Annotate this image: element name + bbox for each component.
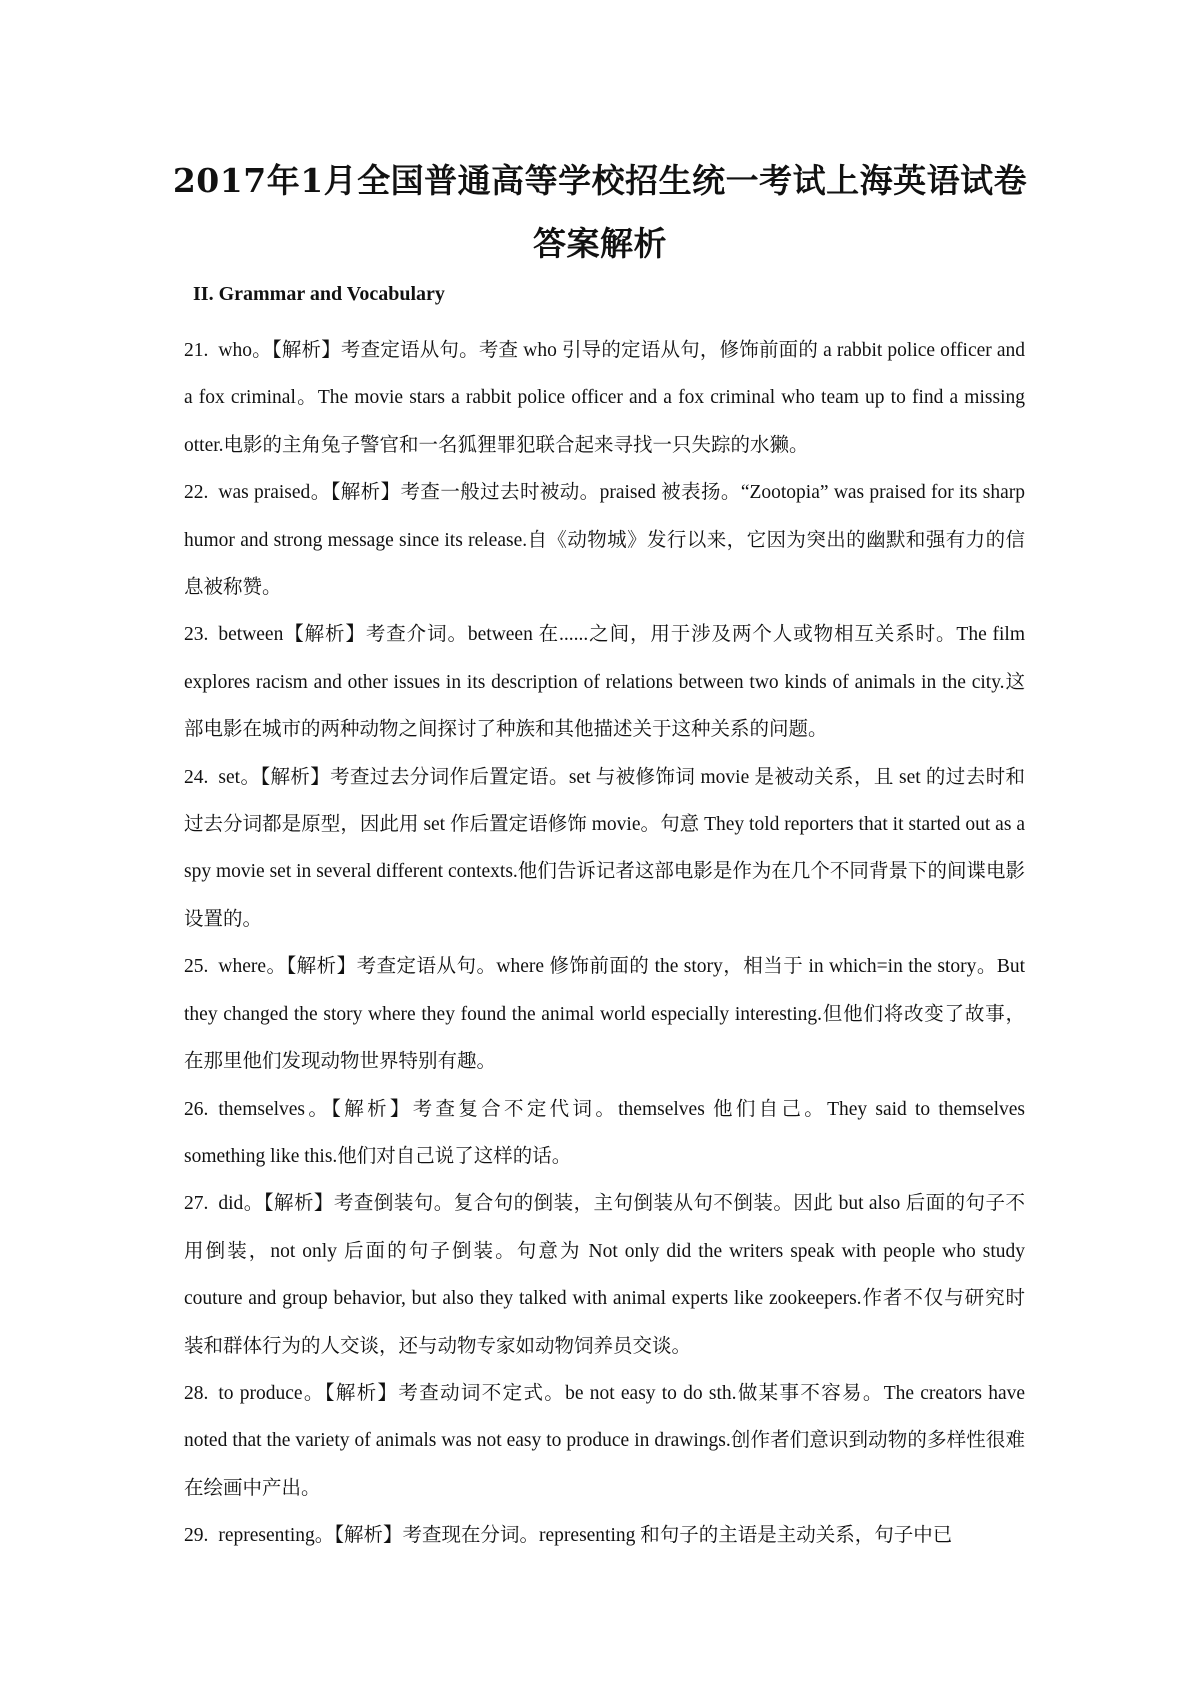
answer-number: 24. — [184, 766, 209, 788]
answer-number: 21. — [184, 340, 209, 361]
answer-item-24 — [184, 754, 1025, 944]
answer-item-29 — [184, 1512, 1025, 1559]
answer-explanation: 。【解析】考查定语从句。考查 who 引导的定语从句，修饰前面的 a rabbit police officer and a fox criminal。The movie stars a rabbit police officer and a fox criminal who team up to find a missing otter.电影的主角兔子警官和一名狐狸罪犯联合起来寻找一只失踪的水獭。 — [184, 340, 1025, 456]
answer-key: to produce — [218, 1382, 303, 1404]
answer-number: 29. — [184, 1525, 209, 1547]
answer-explanation: 。【解析】考查定语从句。where 修饰前面的 the story，相当于 in which=in the story。But they changed the story where they found the animal world especially interesting.但他们将改变了故事，在那里他们发现动物世界特别有趣。 — [184, 956, 1025, 1073]
answer-explanation: 【解析】考查介词。between 在......之间，用于涉及两个人或物相互关系时。The film explores racism and other issues in its description of relations between two kinds of animals in the city.这部电影在城市的两种动物之间探讨了种族和其他描述关于这种关系的问题。 — [184, 624, 1025, 741]
document-subtitle: 答案解析 — [533, 224, 667, 263]
answer-explanation: 。【解析】考查一般过去时被动。praised 被表扬。“Zootopia” was praised for its sharp humor and strong message since its release.自《动物城》发行以来，它因为突出的幽默和强有力的信息被称赞。 — [184, 482, 1025, 599]
document-title: 2017年1月全国普通高等学校招生统一考试上海英语试卷 — [172, 161, 1028, 200]
answer-explanation: 。【解析】考查现在分词。representing 和句子的主语是主动关系，句子中已 — [314, 1525, 953, 1547]
answer-key: representing — [218, 1525, 315, 1547]
answer-number: 22. — [184, 482, 209, 504]
answer-number: 27. — [184, 1193, 209, 1215]
answer-item-22 — [184, 469, 1025, 611]
answer-key: who — [218, 340, 252, 361]
answer-explanation: 。【解析】考查复合不定代词。themselves 他们自己。They said to themselves something like this.他们对自己说了这样的话。 — [184, 1098, 1025, 1167]
answer-key: where — [218, 956, 267, 978]
answer-explanation: 。【解析】考查倒装句。复合句的倒装，主句倒装从句不倒装。因此 but also 后面的句子不用倒装，not only 后面的句子倒装。句意为 Not only did the writers speak with people who study couture and group behavior, but also they talked with animal experts like zookeepers.作者不仅与研究时装和群体行为的人交谈，还与动物专家如动物饲养员交谈。 — [184, 1193, 1025, 1357]
answer-list — [184, 327, 1025, 1560]
answer-item-26 — [184, 1086, 1025, 1181]
answer-item-21 — [184, 327, 1025, 469]
answer-item-25 — [184, 943, 1025, 1085]
answer-explanation: 。【解析】考查动词不定式。be not easy to do sth.做某事不容易。The creators have noted that the variety of animals was not easy to produce in drawings.创作者们意识到动物的多样性很难在绘画中产出。 — [184, 1382, 1025, 1499]
answer-key: set — [218, 766, 241, 788]
answer-key: did — [218, 1193, 244, 1215]
answer-item-23 — [184, 611, 1025, 753]
answer-key: was praised — [218, 482, 311, 504]
section-heading: II. Grammar and Vocabulary — [193, 283, 445, 305]
answer-item-27 — [184, 1180, 1025, 1370]
answer-key: between — [218, 624, 284, 646]
answer-item-28 — [184, 1370, 1025, 1512]
answer-number: 26. — [184, 1098, 209, 1120]
answer-number: 23. — [184, 624, 209, 646]
answer-number: 28. — [184, 1382, 209, 1404]
answer-explanation: 。【解析】考查过去分词作后置定语。set 与被修饰词 movie 是被动关系，且 set 的过去时和过去分词都是原型，因此用 set 作后置定语修饰 movie。句意 They told reporters that it started out as a spy movie set in several different contexts.他们告诉记者这部电影是作为在几个不同背景下的间谍电影设置的。 — [184, 766, 1025, 930]
answer-key: themselves — [218, 1098, 306, 1120]
answer-number: 25. — [184, 956, 209, 978]
